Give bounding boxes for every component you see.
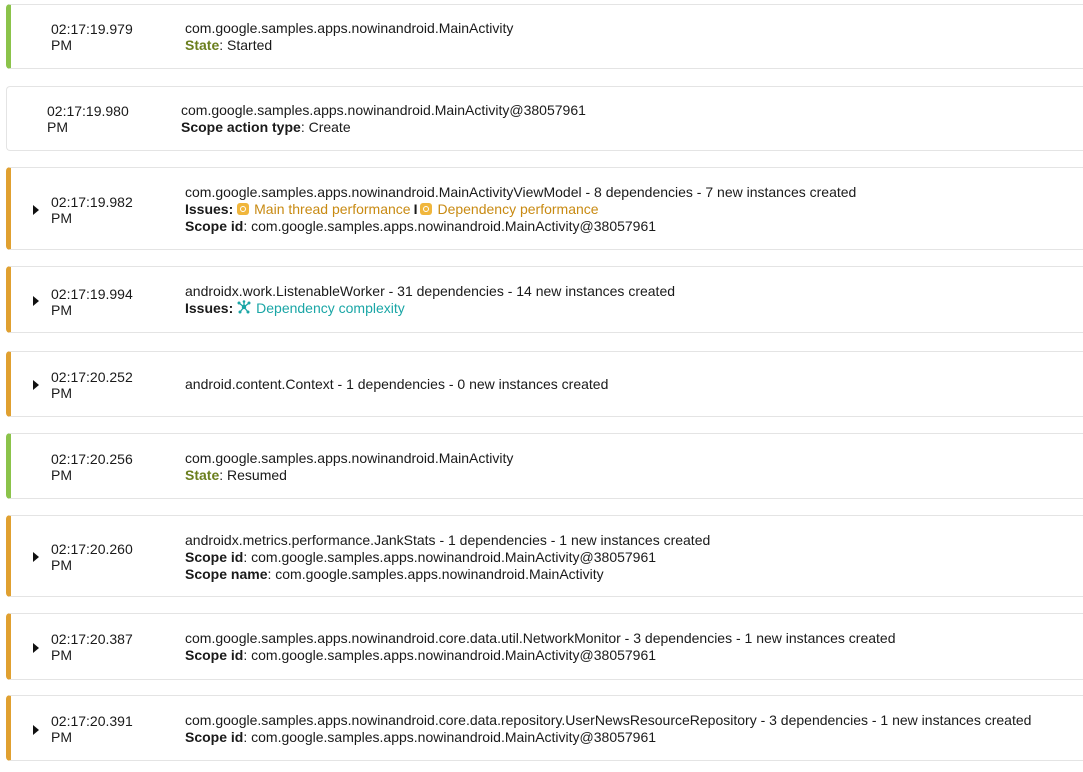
event-card-state[interactable]: [6, 4, 1083, 69]
state-row: [185, 467, 1083, 484]
event-content: [185, 712, 1083, 746]
event-ampm: PM: [51, 210, 72, 226]
issues-row: [185, 201, 1083, 218]
issues-label: Issues:: [185, 201, 234, 217]
caret-right-icon[interactable]: [33, 296, 39, 306]
event-card-dependency[interactable]: [6, 266, 1083, 333]
event-title: com.google.samples.apps.nowinandroid.MainActivity@38057961: [181, 102, 586, 118]
event-time: 02:17:20.256: [51, 451, 133, 467]
complexity-icon: [237, 300, 251, 314]
scope-name-value: : com.google.samples.apps.nowinandroid.MainActivity: [267, 566, 604, 582]
event-title: com.google.samples.apps.nowinandroid.core.data.repository.UserNewsResourceRepository - 3 dependencies - 1 new instances created: [185, 712, 1032, 728]
scope-id-value: : com.google.samples.apps.nowinandroid.MainActivity@38057961: [243, 647, 657, 663]
scope-id-row: [185, 549, 1083, 566]
event-title: com.google.samples.apps.nowinandroid.core.data.util.NetworkMonitor - 3 dependencies - 1 new instances created: [185, 630, 896, 646]
event-timestamp: [51, 713, 133, 745]
state-label: State: [185, 467, 220, 483]
event-ampm: PM: [51, 385, 72, 401]
scope-id-label: Scope id: [185, 549, 244, 565]
event-card-scope[interactable]: [6, 86, 1083, 151]
event-title: com.google.samples.apps.nowinandroid.MainActivityViewModel - 8 dependencies - 7 new instances created: [185, 184, 857, 200]
event-timestamp: [51, 286, 133, 318]
event-ampm: PM: [51, 37, 72, 53]
issue-label: Dependency complexity: [256, 300, 405, 316]
event-timestamp: [47, 103, 129, 135]
issue-dependency-performance[interactable]: [420, 201, 598, 217]
issue-label: Main thread performance: [254, 201, 411, 217]
event-timestamp: [51, 369, 133, 401]
scope-id-value: : com.google.samples.apps.nowinandroid.MainActivity@38057961: [243, 549, 657, 565]
event-card-dependency[interactable]: [6, 613, 1083, 680]
event-timestamp: [51, 451, 133, 483]
event-card-dependency[interactable]: [6, 351, 1083, 417]
event-ampm: PM: [51, 302, 72, 318]
state-value: : Started: [219, 37, 273, 53]
event-timestamp: [51, 194, 133, 226]
caret-right-icon[interactable]: [33, 380, 39, 390]
event-title: android.content.Context - 1 dependencies - 0 new instances created: [185, 376, 609, 392]
issue-main-thread-performance[interactable]: [237, 201, 410, 217]
scope-name-row: [185, 566, 1083, 583]
event-content: [185, 630, 1083, 664]
caret-right-icon[interactable]: [33, 552, 39, 562]
event-time: 02:17:19.994: [51, 286, 133, 302]
event-content: [185, 532, 1083, 583]
issues-row: [185, 300, 1083, 317]
event-title: com.google.samples.apps.nowinandroid.MainActivity: [185, 20, 514, 36]
state-row: [185, 37, 1083, 54]
event-content: [185, 20, 1083, 54]
scope-id-value: : com.google.samples.apps.nowinandroid.MainActivity@38057961: [243, 218, 657, 234]
event-time: 02:17:20.260: [51, 541, 133, 557]
state-label: State: [185, 37, 220, 53]
event-content: [185, 450, 1083, 484]
scope-id-label: Scope id: [185, 729, 244, 745]
event-ampm: PM: [51, 467, 72, 483]
event-title: androidx.work.ListenableWorker - 31 dependencies - 14 new instances created: [185, 283, 676, 299]
event-time: 02:17:20.387: [51, 631, 133, 647]
event-ampm: PM: [51, 647, 72, 663]
event-time: 02:17:19.979: [51, 21, 133, 37]
event-time: 02:17:19.982: [51, 194, 133, 210]
event-timestamp: [51, 631, 133, 663]
scope-id-row: [185, 218, 1083, 235]
event-ampm: PM: [51, 557, 72, 573]
event-timestamp: [51, 21, 133, 53]
issue-label: Dependency performance: [437, 201, 599, 217]
scope-action-row: [181, 119, 1083, 136]
event-card-state[interactable]: [6, 433, 1083, 499]
event-card-dependency[interactable]: [6, 515, 1083, 597]
caret-right-icon[interactable]: [33, 643, 39, 653]
event-time: 02:17:19.980: [47, 103, 129, 119]
event-content: [185, 184, 1083, 235]
scope-id-label: Scope id: [185, 218, 244, 234]
event-content: [185, 283, 1083, 317]
scope-id-row: [185, 647, 1083, 664]
event-title: com.google.samples.apps.nowinandroid.MainActivity: [185, 450, 514, 466]
issues-label: Issues:: [185, 300, 234, 316]
issue-dependency-complexity[interactable]: [237, 300, 405, 316]
event-title: androidx.metrics.performance.JankStats - 1 dependencies - 1 new instances created: [185, 532, 711, 548]
state-value: : Resumed: [219, 467, 287, 483]
scope-id-label: Scope id: [185, 647, 244, 663]
scope-id-value: : com.google.samples.apps.nowinandroid.MainActivity@38057961: [243, 729, 657, 745]
performance-warning-icon: [237, 203, 249, 215]
event-ampm: PM: [47, 119, 68, 135]
performance-warning-icon: [420, 203, 432, 215]
event-content: [185, 376, 1083, 393]
event-time: 02:17:20.391: [51, 713, 133, 729]
event-time: 02:17:20.252: [51, 369, 133, 385]
issue-separator: I: [413, 201, 418, 217]
event-card-dependency[interactable]: [6, 695, 1083, 761]
scope-id-row: [185, 729, 1083, 746]
event-content: [181, 102, 1083, 136]
caret-right-icon[interactable]: [33, 205, 39, 215]
event-ampm: PM: [51, 729, 72, 745]
caret-right-icon[interactable]: [33, 725, 39, 735]
scope-action-label: Scope action type: [181, 119, 301, 135]
event-card-dependency[interactable]: [6, 167, 1083, 250]
scope-action-value: : Create: [300, 119, 351, 135]
scope-name-label: Scope name: [185, 566, 268, 582]
event-timestamp: [51, 541, 133, 573]
